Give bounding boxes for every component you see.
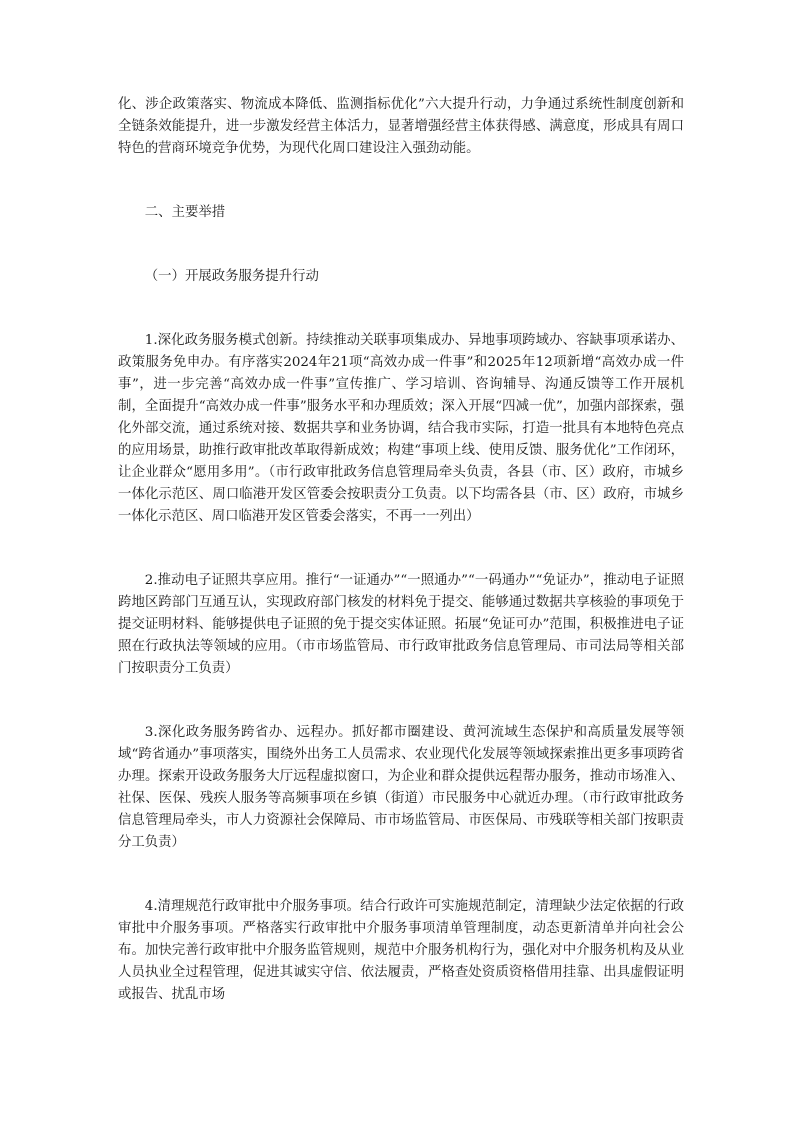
measure-paragraph-3: 3.深化政务服务跨省办、远程办。抓好都市圈建设、黄河流域生态保护和高质量发展等领域“跨省通办”事项落实，围绕外出务工人员需求、农业现代化发展等领域探索推出更多事项跨省办理。探索开设政务服务大厅远程虚拟窗口，为企业和群众提供远程帮办服务，推动市场准入、社保、医保、残疾人服务等高频事项在乡镇（街道）市民服务中心就近办理。（市行政审批政务信息管理局牵头，市人力资源社会保障局、市市场监管局、市医保局、市残联等相关部门按职责分工负责）	[118, 725, 684, 850]
document-body	[118, 94, 684, 1006]
section-heading: 二、主要举措	[144, 205, 226, 220]
intro-paragraph: 化、涉企政策落实、物流成本降低、监测指标优化”六大提升行动，力争通过系统性制度创新和全链条效能提升，进一步激发经营主体活力，显著增强经营主体获得感、满意度，形成具有周口特色的营商环境竞争优势，为现代化周口建设注入强劲动能。	[118, 97, 684, 156]
measure-paragraph-2: 2.推动电子证照共享应用。推行“一证通办”“一照通办”“一码通办”“免证办”，推动电子证照跨地区跨部门互通互认，实现政府部门核发的材料免于提交、能够通过数据共享核验的事项免于提交证明材料、能够提供电子证照的免于提交实体证照。拓展“免证可办”范围，积极推进电子证照在行政执法等领域的应用。（市市场监管局、市行政审批政务信息管理局、市司法局等相关部门按职责分工负责）	[118, 573, 684, 676]
measure-paragraph-1: 1.深化政务服务模式创新。持续推动关联事项集成办、异地事项跨域办、容缺事项承诺办、政策服务免申办。有序落实2024年21项“高效办成一件事”和2025年12项新增“高效办成一件事”，进一步完善“高效办成一件事”宣传推广、学习培训、咨询辅导、沟通反馈等工作开展机制，全面提升“高效办成一件事”服务水平和办理质效；深入开展“四减一优”，加强内部探索，强化外部交流，通过系统对接、数据共享和业务协调，结合我市实际，打造一批具有本地特色亮点的应用场景，助推行政审批改革取得新成效；构建“事项上线、使用反馈、服务优化”工作闭环，让企业群众“愿用多用”。（市行政审批政务信息管理局牵头负责，各县（市、区）政府，市城乡一体化示范区、周口临港开发区管委会按职责分工负责。以下均需各县（市、区）政府，市城乡一体化示范区、周口临港开发区管委会落实，不再一一列出）	[118, 333, 684, 524]
measure-paragraph-4: 4.清理规范行政审批中介服务事项。结合行政许可实施规范制定，清理缺少法定依据的行政审批中介服务事项。严格落实行政审批中介服务事项清单管理制度，动态更新清单并向社会公布。加快完善行政审批中介服务监管规则，规范中介服务机构行为，强化对中介服务机构及从业人员执业全过程管理，促进其诚实守信、依法履责，严格查处资质资格借用挂靠、出具虚假证明或报告、扰乱市场	[118, 899, 684, 1002]
subsection-heading: （一）开展政务服务提升行动	[144, 269, 319, 284]
